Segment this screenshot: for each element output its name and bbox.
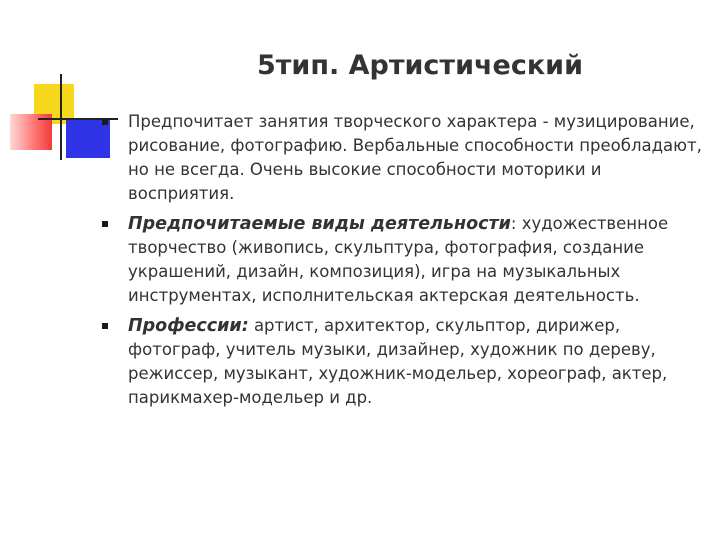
bullet-list <box>102 110 702 416</box>
bullet-label: Профессии: <box>128 316 249 336</box>
slide-title: 5тип. Артистический <box>256 50 584 81</box>
vertical-line-decoration <box>60 74 62 160</box>
bullet-text: Предпочитает занятия творческого характера - музицирование, рисование, фотографию. Вербальные способности преобладают, но не всегда. Очень высокие способности моторики и восприятия. <box>128 112 702 203</box>
bullet-marker-icon <box>102 221 108 227</box>
bullet-item-activities <box>102 212 702 308</box>
bullet-marker-icon <box>102 323 108 329</box>
bullet-text: артист, архитектор, скульптор, дирижер, фотограф, учитель музыки, дизайнер, художник по дереву, режиссер, музыкант, художник-модельер, хореограф, актер, парикмахер-модельер и др. <box>128 316 668 407</box>
bullet-marker-icon <box>102 119 108 125</box>
bullet-item-preferences <box>102 110 702 206</box>
bullet-text: : художественное творчество (живопись, скульптура, фотография, создание украшений, дизайн, композиция), игра на музыкальных инструментах, исполнительская актерская деятельность. <box>128 214 669 305</box>
bullet-label: Предпочитаемые виды деятельности <box>128 214 511 234</box>
bullet-item-professions <box>102 314 702 410</box>
